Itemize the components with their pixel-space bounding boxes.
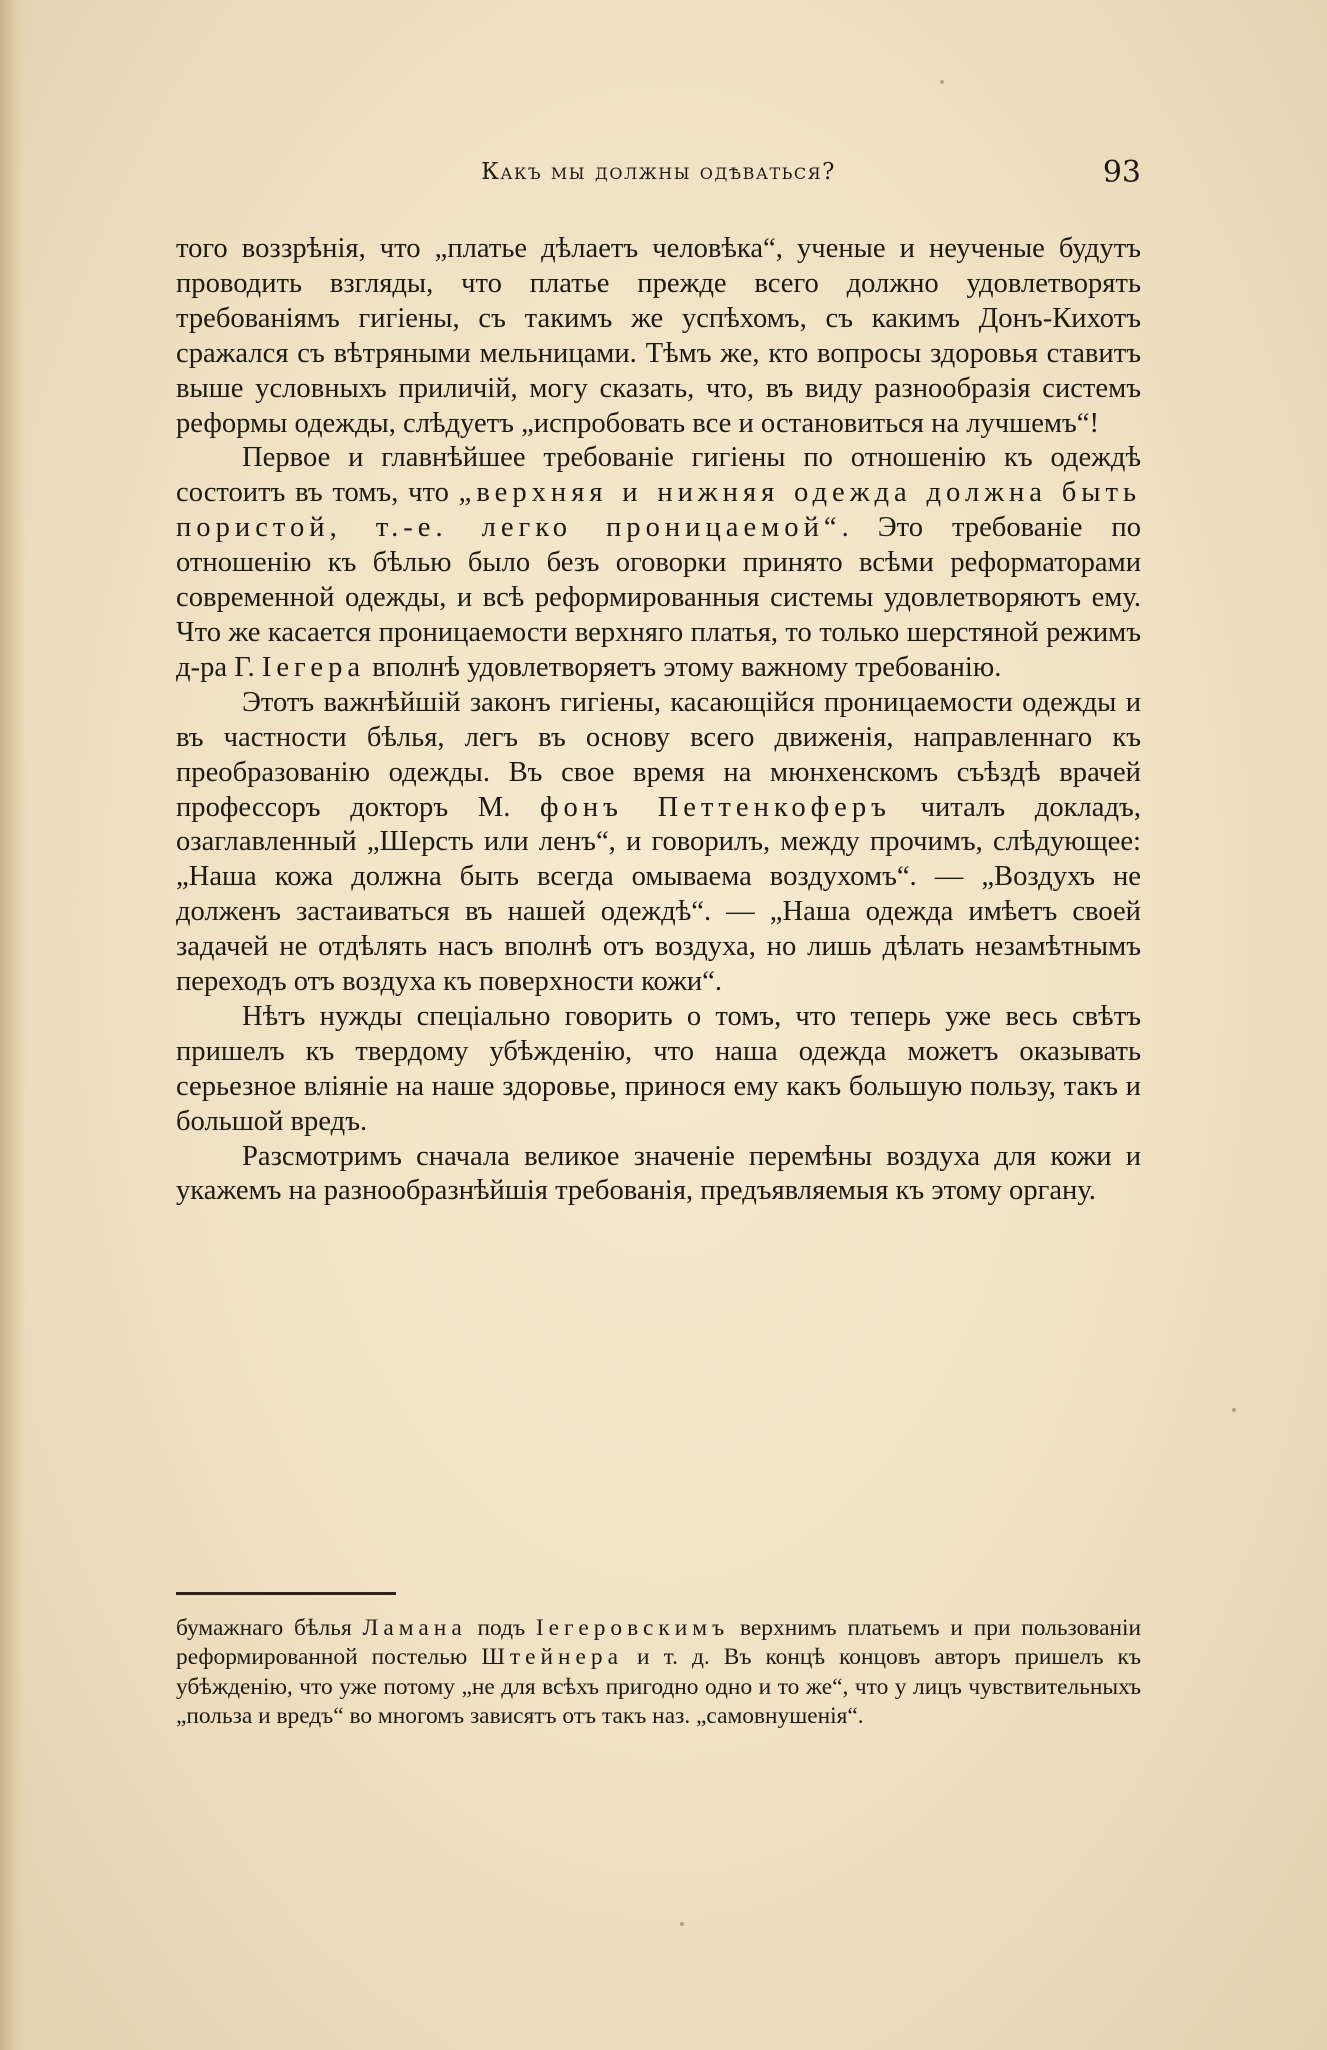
- text-segment: вполнѣ удовлетворяетъ этому важному требованію.: [365, 651, 1002, 683]
- paragraph-3: [176, 686, 1141, 1000]
- running-title: Какъ мы должны одѣваться?: [481, 159, 836, 185]
- text-segment: и т. д. Въ концѣ концовъ авторъ пришелъ къ убѣжденію, что уже потому „не для всѣхъ пригодно одно и то же“, что у лицъ чувствительныхъ „польза и вредъ“ во многомъ зависятъ отъ такъ наз. „самовнушенія“.: [176, 1644, 1141, 1730]
- text-segment: Нѣтъ нужды спеціально говорить о томъ, что теперь уже весь свѣтъ пришелъ къ твердому убѣжденію, что наша одежда можетъ оказывать серьезное вліяніе на наше здоровье, принося ему какъ большую пользу, такъ и большой вредъ.: [176, 1000, 1141, 1137]
- page-binding-edge: [0, 0, 26, 2050]
- paper-speck: [940, 80, 944, 84]
- text-segment: бумажнаго бѣлья: [176, 1615, 363, 1641]
- spaced-emphasis: Ламана: [362, 1615, 467, 1641]
- text-segment: подъ: [466, 1615, 536, 1641]
- footnote: [176, 1614, 1141, 1732]
- text-segment: читалъ докладъ, озаглавленный „Шерсть или ленъ“, и говорилъ, между прочимъ, слѣдующее: „Наша кожа должна быть всегда омываема воздухомъ“. — „Воздухъ не долженъ застаиваться въ нашей одеждѣ“. — „Наша одежда имѣетъ своей задачей не отдѣлять насъ вполнѣ отъ воздуха, но лишь дѣлать незамѣтнымъ переходъ отъ воздуха къ поверхности кожи“.: [176, 791, 1141, 998]
- page-number: 93: [1102, 155, 1141, 190]
- text-segment: верхнимъ платьемъ и при пользованіи реформированной постелью: [176, 1615, 1141, 1671]
- spaced-emphasis: фонъ Петтенкоферъ: [540, 791, 891, 823]
- spaced-emphasis: „верхняя и нижняя одежда должна быть пористой, т.-е. легко проницаемой“: [176, 477, 1141, 544]
- text-segment: Разсмотримъ сначала великое значеніе перемѣны воздуха для кожи и укажемъ на разнообразнѣйшія требованія, предъявляемыя къ этому органу.: [176, 1140, 1141, 1207]
- text-segment: . Это требованіе по отношенію къ бѣлью было безъ оговорки принято всѣми реформаторами современной одежды, и всѣ реформированныя системы удовлетворяютъ ему. Что же касается проницаемости верхняго платья, то только шерстяной режимъ д-ра Г.: [176, 512, 1141, 683]
- paragraph-4: [176, 1000, 1141, 1140]
- text-segment: того воззрѣнія, что „платье дѣлаетъ человѣка“, ученые и неученые будутъ проводить взгляды, что платье прежде всего должно удовлетворять требованіямъ гигіены, съ такимъ же успѣхомъ, съ какимъ Донъ-Кихотъ сражался съ вѣтряными мельницами. Тѣмъ же, кто вопросы здоровья ставитъ выше условныхъ приличій, могу сказать, что, въ виду разнообразія системъ реформы одежды, слѣдуетъ „испробовать все и остановиться на лучшемъ“!: [176, 233, 1141, 439]
- paper-speck: [680, 1922, 684, 1926]
- paragraph-5: [176, 1140, 1141, 1210]
- footnote-rule: [176, 1592, 396, 1595]
- running-head: [176, 155, 1141, 195]
- paper-speck: [1232, 1408, 1236, 1412]
- paragraph-2: [176, 441, 1141, 685]
- text-segment: Этотъ важнѣйшій законъ гигіены, касающійся проницаемости одежды и въ частности бѣлья, легъ въ основу всего движенія, направленнаго къ преобразованію одежды. Въ свое время на мюнхенскомъ съѣздѣ врачей профессоръ докторъ М.: [176, 686, 1141, 823]
- spaced-emphasis: Iегера: [261, 651, 366, 683]
- spaced-emphasis: Iегеровскимъ: [535, 1615, 730, 1641]
- text-segment: Первое и главнѣйшее требованіе гигіены по отношенію къ одеждѣ состоитъ въ томъ, что: [176, 442, 1141, 509]
- spaced-emphasis: Штейнера: [481, 1644, 624, 1671]
- paragraph-1: [176, 232, 1141, 441]
- body-text: [176, 232, 1141, 1209]
